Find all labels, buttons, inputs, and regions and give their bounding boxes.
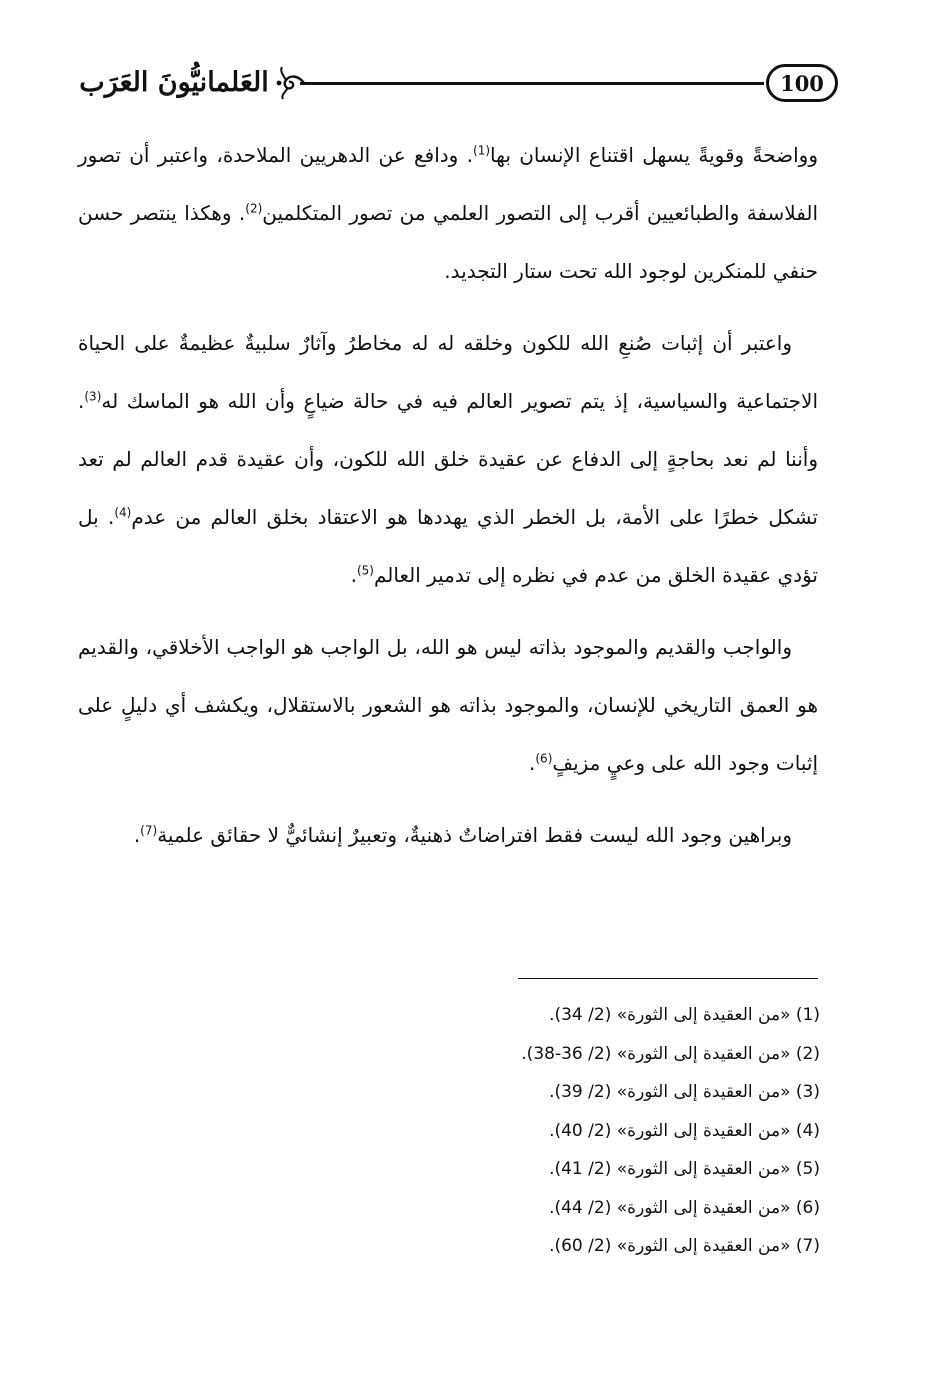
footnote: (2) «من العقيدة إلى الثورة» (2/ 36-38). (521, 1043, 820, 1064)
footnote: (5) «من العقيدة إلى الثورة» (2/ 41). (549, 1159, 820, 1179)
floral-ornament-icon (276, 66, 306, 100)
paragraph (78, 314, 818, 604)
text-run: . (529, 751, 536, 775)
main-text (78, 126, 818, 878)
text-run: . وأننا لم نعد بحاجةٍ إلى الدفاع عن عقيدة خلق الله للكون، وأن عقيدة قدم العالم لم تعد تشكل خطرًا على الأمة، بل الخطر الذي يهددها هو الاعتقاد بخلق العالم من عدم (78, 389, 818, 529)
footnotes (300, 996, 820, 1266)
book-title: العَلمانيُّونَ العَرَب (79, 67, 269, 98)
paragraph (78, 618, 818, 792)
text-run: وواضحةً وقويةً يسهل اقتناع الإنسان بها (490, 143, 818, 167)
footnote-marker[interactable]: (1) (473, 143, 491, 158)
text-run: . وهكذا ينتصر حسن حنفي للمنكرين لوجود الله تحت ستار التجديد. (78, 201, 818, 283)
footnote-marker[interactable]: (4) (114, 505, 132, 520)
text-run: . ودافع عن الدهريين الملاحدة، واعتبر أن تصور الفلاسفة والطبائعيين أقرب إلى التصور العلمي من تصور المتكلمين (78, 143, 818, 225)
footnote: (1) «من العقيدة إلى الثورة» (2/ 34). (549, 1005, 820, 1025)
footnote-marker[interactable]: (3) (84, 389, 102, 404)
footnote-marker[interactable]: (7) (140, 823, 158, 838)
footnote-separator (518, 978, 818, 979)
paragraph (78, 806, 818, 864)
footnote-marker[interactable]: (2) (245, 201, 263, 216)
footnote: (6) «من العقيدة إلى الثورة» (2/ 44). (549, 1197, 820, 1218)
text-run: والواجب والقديم والموجود بذاته ليس هو الله، بل الواجب هو الواجب الأخلاقي، والقديم هو العمق التاريخي للإنسان، والموجود بذاته هو الشعور بالاستقلال، ويكشف أي دليلٍ على إثبات وجود الله على وعيٍ مزيفٍ (78, 635, 818, 775)
footnote: (3) «من العقيدة إلى الثورة» (2/ 39). (549, 1082, 820, 1102)
text-run: . (133, 823, 141, 847)
page-number: 100 (766, 64, 838, 102)
footnote-marker[interactable]: (5) (356, 563, 374, 578)
footnote-marker[interactable]: (6) (535, 751, 553, 766)
header-rule (300, 82, 764, 85)
text-run: . (350, 563, 357, 587)
footnote: (4) «من العقيدة إلى الثورة» (2/ 40). (549, 1120, 820, 1141)
text-run: . بل تؤدي عقيدة الخلق من عدم في نظره إلى تدمير العالم (78, 505, 818, 587)
page-header (70, 58, 838, 114)
paragraph (78, 126, 818, 300)
text-run: واعتبر أن إثبات صُنعِ الله للكون وخلقه له له مخاطرُ وآثارٌ سلبيةٌ عظيمةٌ على الحياة الاجتماعية والسياسية، إذ يتم تصوير العالم فيه في حالة ضياعٍ وأن الله هو الماسك له (78, 331, 818, 413)
footnote: (7) «من العقيدة إلى الثورة» (2/ 60). (549, 1236, 820, 1256)
text-run: وبراهين وجود الله ليست فقط افتراضاتٌ ذهنيةٌ، وتعبيرٌ إنشائيٌّ لا حقائق علمية (157, 823, 792, 847)
